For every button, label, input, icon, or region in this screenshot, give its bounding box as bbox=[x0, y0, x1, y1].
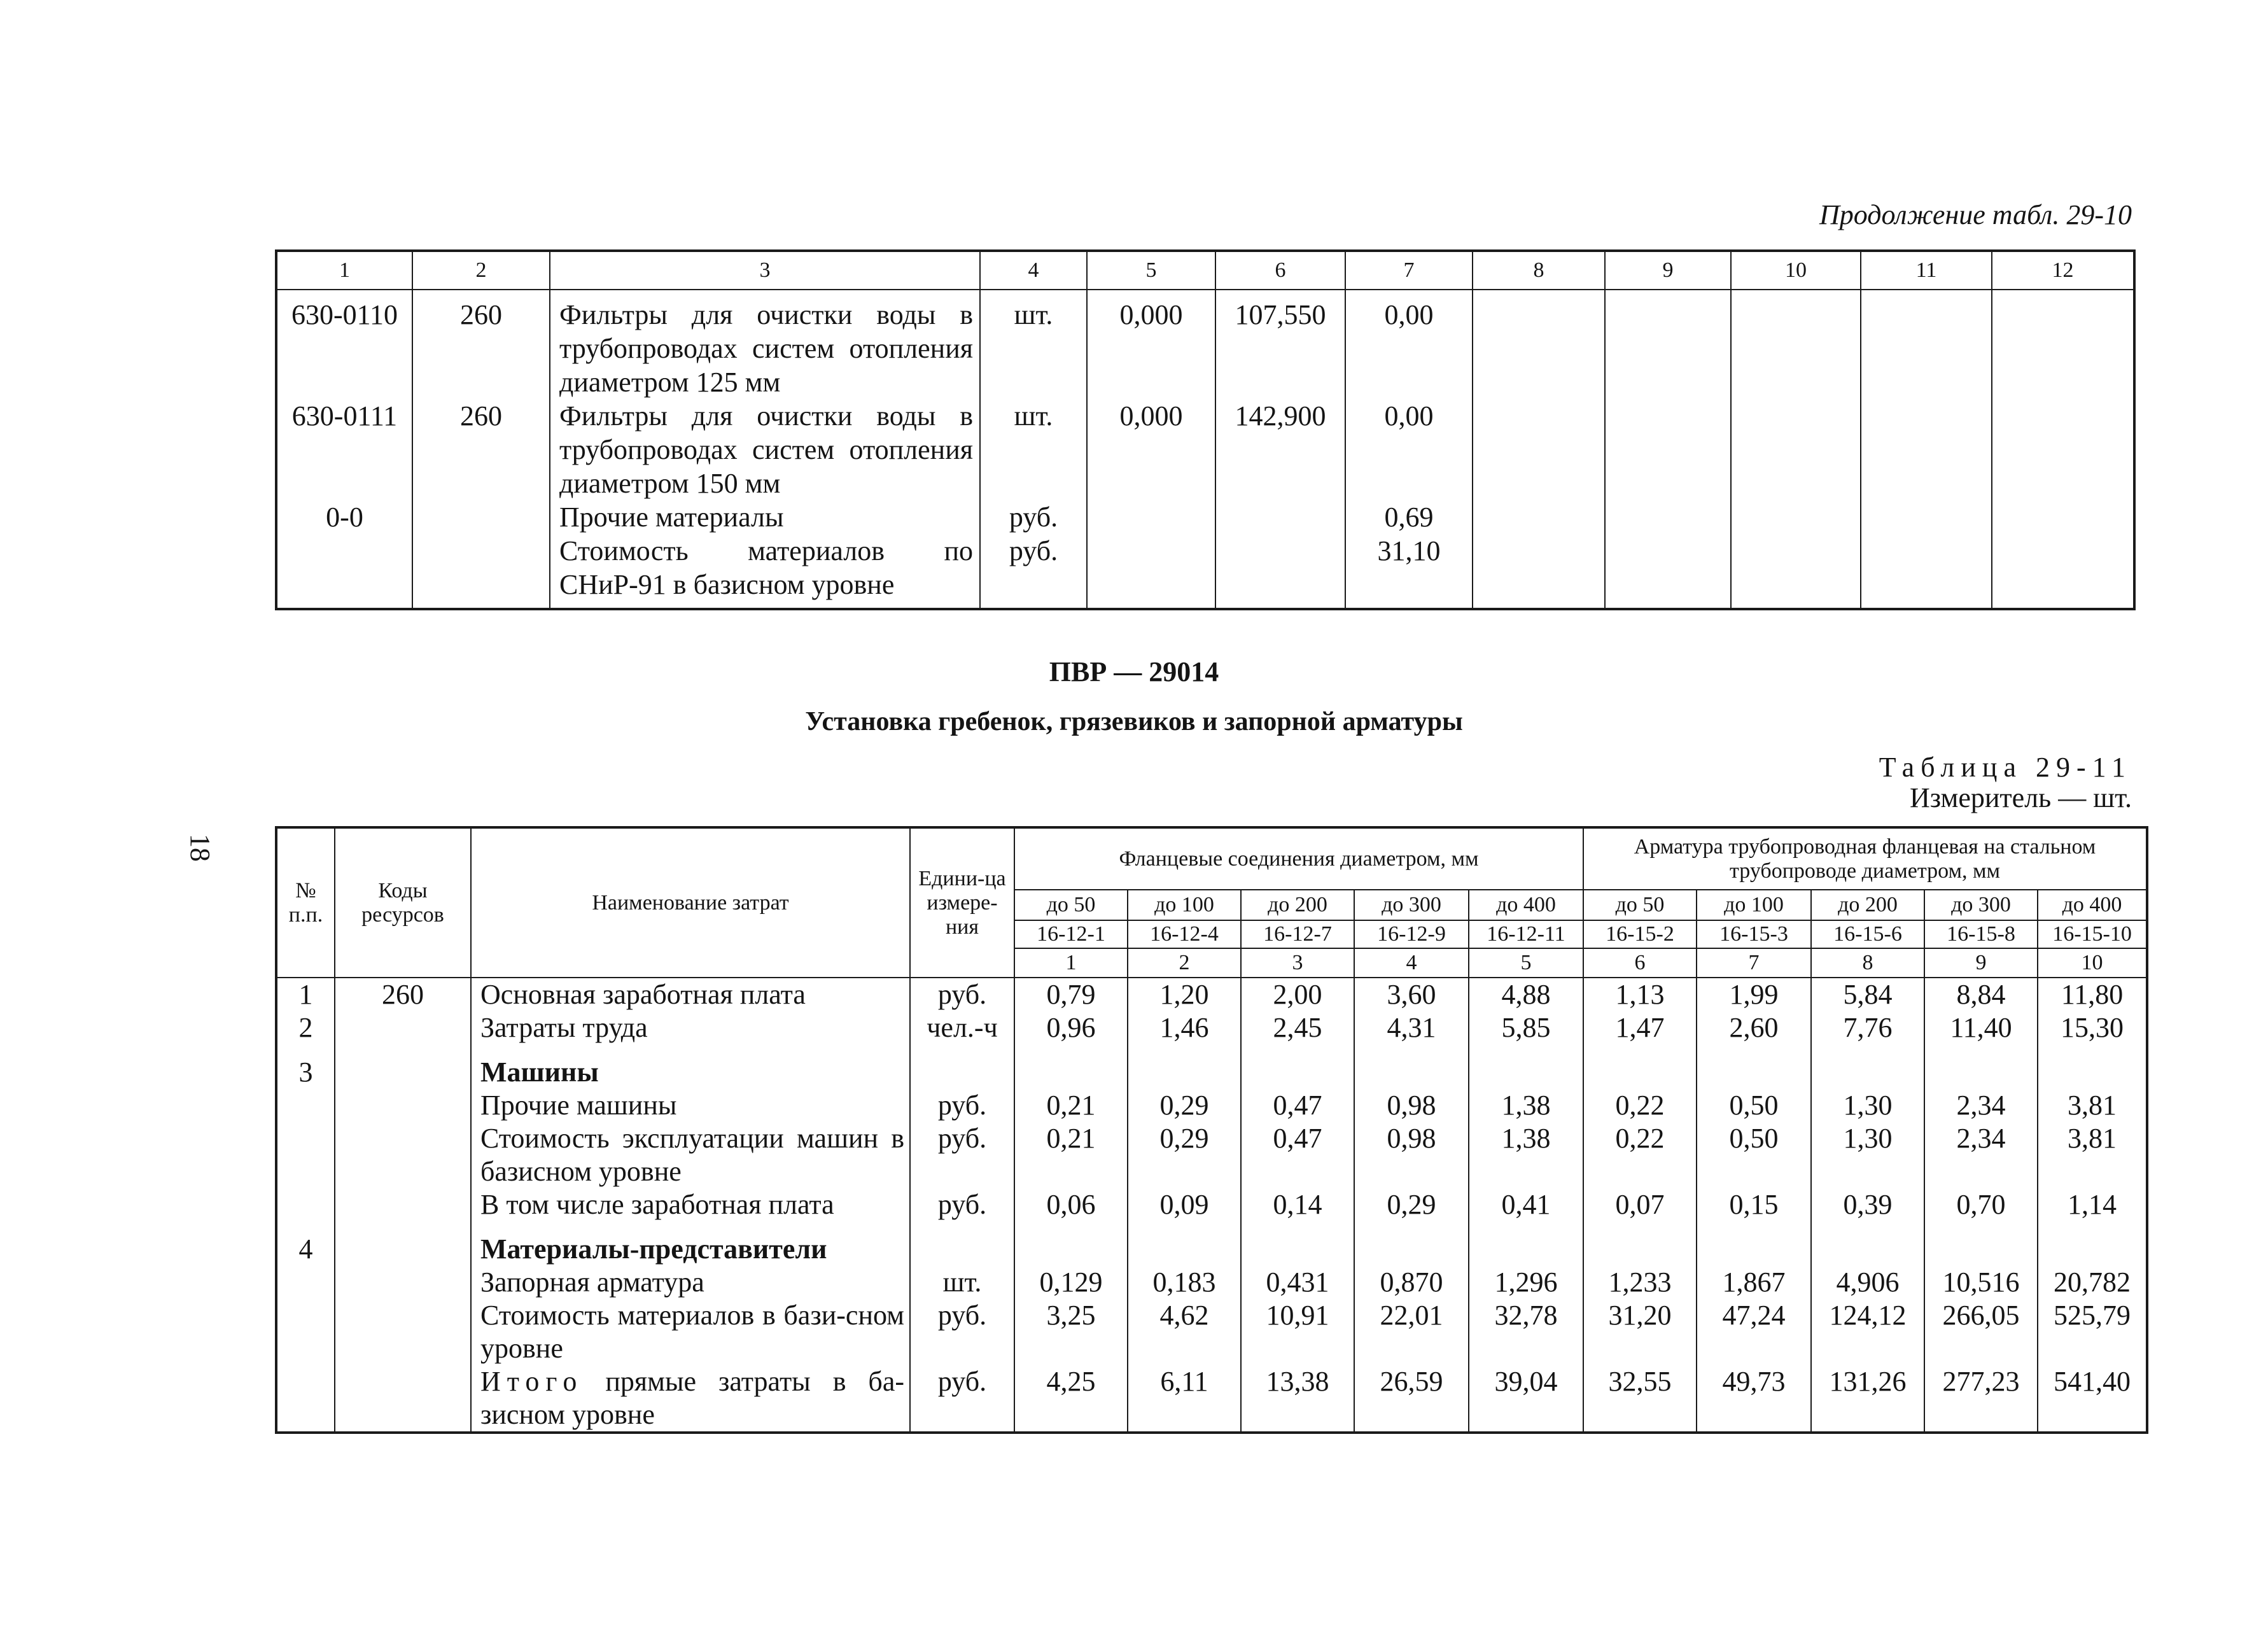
value-cell bbox=[1811, 1221, 1924, 1266]
value-cell: 0,22 bbox=[1583, 1122, 1697, 1188]
section-code: ПВР — 29014 bbox=[1049, 656, 1219, 687]
row-number bbox=[276, 1266, 335, 1299]
value-cell: 0,00 bbox=[1345, 290, 1473, 399]
resource-code bbox=[335, 1188, 471, 1221]
value-cell bbox=[1014, 1221, 1128, 1266]
rate-code: 16-15-3 bbox=[1697, 920, 1811, 948]
column-number: 3 bbox=[1241, 948, 1354, 978]
diameter-label: до 200 bbox=[1241, 890, 1354, 920]
measure-unit: Измеритель — шт. bbox=[1909, 782, 2132, 813]
unit bbox=[910, 1044, 1014, 1089]
empty-cell bbox=[1605, 290, 1731, 399]
row-number bbox=[276, 1122, 335, 1188]
value-cell: 0,07 bbox=[1583, 1188, 1697, 1221]
column-number: 7 bbox=[1697, 948, 1811, 978]
value-cell bbox=[1087, 534, 1215, 609]
table-row bbox=[276, 1299, 2147, 1365]
value-cell: 13,38 bbox=[1241, 1365, 1354, 1433]
value-cell: 5,85 bbox=[1469, 1011, 1583, 1044]
table-label: Таблица 29-11 bbox=[1879, 752, 2132, 783]
empty-cell bbox=[1605, 534, 1731, 609]
value-cell bbox=[1354, 1221, 1469, 1266]
value-cell: 131,26 bbox=[1811, 1365, 1924, 1433]
column-number: 11 bbox=[1861, 251, 1992, 290]
rate-code: 16-15-2 bbox=[1583, 920, 1697, 948]
value-cell bbox=[1697, 1044, 1811, 1089]
unit: чел.-ч bbox=[910, 1011, 1014, 1044]
resource-code bbox=[276, 534, 412, 609]
unit bbox=[910, 1221, 1014, 1266]
value-cell: 0,47 bbox=[1241, 1122, 1354, 1188]
value-cell: 0,870 bbox=[1354, 1266, 1469, 1299]
resource-code bbox=[335, 1122, 471, 1188]
diameter-label: до 100 bbox=[1697, 890, 1811, 920]
column-number: 8 bbox=[1473, 251, 1605, 290]
unit: руб. bbox=[910, 1089, 1014, 1122]
rate-code: 16-15-6 bbox=[1811, 920, 1924, 948]
empty-cell bbox=[1861, 290, 1992, 399]
value-cell: 22,01 bbox=[1354, 1299, 1469, 1365]
rate-code: 16-15-8 bbox=[1924, 920, 2038, 948]
resource-name: Фильтры для очистки воды в трубопроводах систем отопления диаметром 150 мм bbox=[550, 399, 980, 500]
value-cell: 49,73 bbox=[1697, 1365, 1811, 1433]
table-row bbox=[276, 1044, 2147, 1089]
empty-cell bbox=[1473, 500, 1605, 534]
cost-name: Машины bbox=[471, 1044, 910, 1089]
table-row bbox=[276, 1011, 2147, 1044]
value-cell: 11,40 bbox=[1924, 1011, 2038, 1044]
value-cell: 0,98 bbox=[1354, 1089, 1469, 1122]
resource-group bbox=[412, 500, 550, 534]
resource-group: 260 bbox=[412, 290, 550, 399]
value-cell: 4,62 bbox=[1128, 1299, 1241, 1365]
cost-name: Основная заработная плата bbox=[471, 978, 910, 1011]
unit: руб. bbox=[980, 534, 1087, 609]
value-cell: 2,34 bbox=[1924, 1089, 2038, 1122]
value-cell bbox=[1241, 1044, 1354, 1089]
value-cell: 0,98 bbox=[1354, 1122, 1469, 1188]
resource-group: 260 bbox=[412, 399, 550, 500]
value-cell: 10,516 bbox=[1924, 1266, 2038, 1299]
value-cell: 0,14 bbox=[1241, 1188, 1354, 1221]
unit: руб. bbox=[980, 500, 1087, 534]
table-row bbox=[276, 1089, 2147, 1122]
table-row bbox=[276, 399, 2134, 500]
total-prefix: Итого bbox=[480, 1366, 584, 1397]
table-row bbox=[276, 500, 2134, 534]
empty-cell bbox=[1473, 399, 1605, 500]
cost-name bbox=[471, 1365, 910, 1433]
value-cell bbox=[2038, 1221, 2147, 1266]
header-codes: Коды ресурсов bbox=[335, 827, 471, 978]
row-number: 1 bbox=[276, 978, 335, 1011]
total-label: прямые затраты в ба-зисном уровне bbox=[480, 1366, 904, 1430]
value-cell: 107,550 bbox=[1215, 290, 1345, 399]
value-cell: 20,782 bbox=[2038, 1266, 2147, 1299]
value-cell: 0,41 bbox=[1469, 1188, 1583, 1221]
value-cell: 1,47 bbox=[1583, 1011, 1697, 1044]
value-cell: 11,80 bbox=[2038, 978, 2147, 1011]
value-cell: 3,60 bbox=[1354, 978, 1469, 1011]
column-number: 8 bbox=[1811, 948, 1924, 978]
column-number: 3 bbox=[550, 251, 980, 290]
unit: шт. bbox=[980, 399, 1087, 500]
value-cell: 0,39 bbox=[1811, 1188, 1924, 1221]
table-row bbox=[276, 1266, 2147, 1299]
value-cell: 4,88 bbox=[1469, 978, 1583, 1011]
column-number: 9 bbox=[1605, 251, 1731, 290]
value-cell bbox=[1924, 1221, 2038, 1266]
value-cell: 7,76 bbox=[1811, 1011, 1924, 1044]
resource-code bbox=[335, 1089, 471, 1122]
value-cell: 0,50 bbox=[1697, 1089, 1811, 1122]
value-cell: 1,867 bbox=[1697, 1266, 1811, 1299]
value-cell: 0,00 bbox=[1345, 399, 1473, 500]
value-cell: 1,30 bbox=[1811, 1089, 1924, 1122]
table-row bbox=[276, 1365, 2147, 1433]
section-title: Установка гребенок, грязевиков и запорной арматуры bbox=[805, 707, 1463, 736]
resource-code: 630-0110 bbox=[276, 290, 412, 399]
table-29-11 bbox=[275, 826, 2148, 1434]
value-cell: 10,91 bbox=[1241, 1299, 1354, 1365]
empty-cell bbox=[1473, 290, 1605, 399]
value-cell: 0,47 bbox=[1241, 1089, 1354, 1122]
value-cell: 0,21 bbox=[1014, 1089, 1128, 1122]
value-cell: 8,84 bbox=[1924, 978, 2038, 1011]
resource-code bbox=[335, 1266, 471, 1299]
resource-name: Прочие материалы bbox=[550, 500, 980, 534]
value-cell: 1,14 bbox=[2038, 1188, 2147, 1221]
column-number: 10 bbox=[2038, 948, 2147, 978]
cost-name: Запорная арматура bbox=[471, 1266, 910, 1299]
empty-cell bbox=[1731, 399, 1861, 500]
resource-code bbox=[335, 1221, 471, 1266]
value-cell: 266,05 bbox=[1924, 1299, 2038, 1365]
value-cell: 47,24 bbox=[1697, 1299, 1811, 1365]
rate-code: 16-12-7 bbox=[1241, 920, 1354, 948]
header-group-flanges: Фланцевые соединения диаметром, мм bbox=[1014, 827, 1583, 890]
empty-cell bbox=[1861, 534, 1992, 609]
column-number-row bbox=[276, 251, 2134, 290]
value-cell: 0,96 bbox=[1014, 1011, 1128, 1044]
value-cell: 0,69 bbox=[1345, 500, 1473, 534]
header-num: № п.п. bbox=[276, 827, 335, 978]
rate-code: 16-15-10 bbox=[2038, 920, 2147, 948]
value-cell: 0,15 bbox=[1697, 1188, 1811, 1221]
empty-cell bbox=[1605, 500, 1731, 534]
column-number: 10 bbox=[1731, 251, 1861, 290]
column-number: 5 bbox=[1087, 251, 1215, 290]
value-cell: 0,50 bbox=[1697, 1122, 1811, 1188]
table-row bbox=[276, 1221, 2147, 1266]
unit: руб. bbox=[910, 1122, 1014, 1188]
unit: шт. bbox=[910, 1266, 1014, 1299]
resource-code: 630-0111 bbox=[276, 399, 412, 500]
column-number: 6 bbox=[1215, 251, 1345, 290]
value-cell: 1,38 bbox=[1469, 1089, 1583, 1122]
value-cell: 3,81 bbox=[2038, 1122, 2147, 1188]
column-number: 12 bbox=[1992, 251, 2134, 290]
cost-name: Затраты труда bbox=[471, 1011, 910, 1044]
column-number: 4 bbox=[1354, 948, 1469, 978]
diameter-label: до 200 bbox=[1811, 890, 1924, 920]
value-cell: 1,30 bbox=[1811, 1122, 1924, 1188]
empty-cell bbox=[1992, 399, 2134, 500]
row-number bbox=[276, 1299, 335, 1365]
empty-cell bbox=[1731, 500, 1861, 534]
rate-code: 16-12-9 bbox=[1354, 920, 1469, 948]
cost-name: В том числе заработная плата bbox=[471, 1188, 910, 1221]
column-number: 4 bbox=[980, 251, 1087, 290]
empty-cell bbox=[1992, 500, 2134, 534]
empty-cell bbox=[1992, 290, 2134, 399]
value-cell: 15,30 bbox=[2038, 1011, 2147, 1044]
column-number: 1 bbox=[276, 251, 412, 290]
unit: руб. bbox=[910, 1299, 1014, 1365]
value-cell: 0,06 bbox=[1014, 1188, 1128, 1221]
value-cell: 1,296 bbox=[1469, 1266, 1583, 1299]
value-cell: 1,46 bbox=[1128, 1011, 1241, 1044]
value-cell: 4,906 bbox=[1811, 1266, 1924, 1299]
value-cell: 0,70 bbox=[1924, 1188, 2038, 1221]
value-cell: 1,38 bbox=[1469, 1122, 1583, 1188]
column-number: 2 bbox=[412, 251, 550, 290]
header-unit: Едини-ца измере-ния bbox=[910, 827, 1014, 978]
continuation-label: Продолжение табл. 29-10 bbox=[1819, 199, 2132, 230]
value-cell: 0,000 bbox=[1087, 399, 1215, 500]
value-cell bbox=[1215, 500, 1345, 534]
resource-code bbox=[335, 1011, 471, 1044]
empty-cell bbox=[1861, 500, 1992, 534]
empty-cell bbox=[1731, 290, 1861, 399]
value-cell: 1,20 bbox=[1128, 978, 1241, 1011]
rate-code: 16-12-1 bbox=[1014, 920, 1128, 948]
table-body bbox=[276, 978, 2147, 1433]
cost-name: Прочие машины bbox=[471, 1089, 910, 1122]
diameter-label: до 300 bbox=[1924, 890, 2038, 920]
row-number: 4 bbox=[276, 1221, 335, 1266]
column-number: 1 bbox=[1014, 948, 1128, 978]
table-row bbox=[276, 534, 2134, 609]
resource-code: 0-0 bbox=[276, 500, 412, 534]
value-cell: 1,233 bbox=[1583, 1266, 1697, 1299]
empty-cell bbox=[1992, 534, 2134, 609]
value-cell: 142,900 bbox=[1215, 399, 1345, 500]
value-cell: 2,34 bbox=[1924, 1122, 2038, 1188]
resource-group bbox=[412, 534, 550, 609]
value-cell: 124,12 bbox=[1811, 1299, 1924, 1365]
row-number bbox=[276, 1365, 335, 1433]
value-cell bbox=[2038, 1044, 2147, 1089]
value-cell bbox=[1354, 1044, 1469, 1089]
value-cell: 26,59 bbox=[1354, 1365, 1469, 1433]
resource-code: 260 bbox=[335, 978, 471, 1011]
value-cell: 1,13 bbox=[1583, 978, 1697, 1011]
rate-code: 16-12-4 bbox=[1128, 920, 1241, 948]
header-row bbox=[276, 827, 2147, 890]
value-cell: 0,09 bbox=[1128, 1188, 1241, 1221]
value-cell: 39,04 bbox=[1469, 1365, 1583, 1433]
row-number bbox=[276, 1188, 335, 1221]
value-cell bbox=[1924, 1044, 2038, 1089]
resource-name: Фильтры для очистки воды в трубопроводах систем отопления диаметром 125 мм bbox=[550, 290, 980, 399]
value-cell: 2,00 bbox=[1241, 978, 1354, 1011]
column-number: 7 bbox=[1345, 251, 1473, 290]
value-cell bbox=[1469, 1044, 1583, 1089]
diameter-label: до 300 bbox=[1354, 890, 1469, 920]
resource-code bbox=[335, 1044, 471, 1089]
value-cell: 3,81 bbox=[2038, 1089, 2147, 1122]
value-cell: 525,79 bbox=[2038, 1299, 2147, 1365]
value-cell: 4,25 bbox=[1014, 1365, 1128, 1433]
value-cell: 0,29 bbox=[1128, 1122, 1241, 1188]
cost-name: Стоимость материалов в бази-сном уровне bbox=[471, 1299, 910, 1365]
column-number: 2 bbox=[1128, 948, 1241, 978]
empty-cell bbox=[1731, 534, 1861, 609]
diameter-label: до 400 bbox=[2038, 890, 2147, 920]
value-cell: 32,55 bbox=[1583, 1365, 1697, 1433]
value-cell: 0,29 bbox=[1128, 1089, 1241, 1122]
value-cell: 32,78 bbox=[1469, 1299, 1583, 1365]
resource-code bbox=[335, 1365, 471, 1433]
value-cell bbox=[1215, 534, 1345, 609]
empty-cell bbox=[1473, 534, 1605, 609]
value-cell: 1,99 bbox=[1697, 978, 1811, 1011]
cost-name: Материалы-представители bbox=[471, 1221, 910, 1266]
value-cell bbox=[1583, 1221, 1697, 1266]
value-cell: 4,31 bbox=[1354, 1011, 1469, 1044]
rate-code: 16-12-11 bbox=[1469, 920, 1583, 948]
empty-cell bbox=[1861, 399, 1992, 500]
column-number: 5 bbox=[1469, 948, 1583, 978]
row-number: 2 bbox=[276, 1011, 335, 1044]
table-row bbox=[276, 1188, 2147, 1221]
unit: руб. bbox=[910, 1365, 1014, 1433]
value-cell bbox=[1241, 1221, 1354, 1266]
resource-name: Стоимость материалов по СНиР-91 в базисном уровне bbox=[550, 534, 980, 609]
value-cell: 6,11 bbox=[1128, 1365, 1241, 1433]
value-cell bbox=[1087, 500, 1215, 534]
value-cell bbox=[1469, 1221, 1583, 1266]
value-cell bbox=[1014, 1044, 1128, 1089]
row-number: 3 bbox=[276, 1044, 335, 1089]
unit: шт. bbox=[980, 290, 1087, 399]
value-cell: 0,29 bbox=[1354, 1188, 1469, 1221]
row-number bbox=[276, 1089, 335, 1122]
diameter-label: до 100 bbox=[1128, 890, 1241, 920]
value-cell: 31,10 bbox=[1345, 534, 1473, 609]
value-cell: 0,79 bbox=[1014, 978, 1128, 1011]
value-cell: 3,25 bbox=[1014, 1299, 1128, 1365]
value-cell: 0,000 bbox=[1087, 290, 1215, 399]
diameter-label: до 50 bbox=[1583, 890, 1697, 920]
column-number: 9 bbox=[1924, 948, 2038, 978]
value-cell: 31,20 bbox=[1583, 1299, 1697, 1365]
unit: руб. bbox=[910, 978, 1014, 1011]
value-cell: 5,84 bbox=[1811, 978, 1924, 1011]
value-cell: 2,45 bbox=[1241, 1011, 1354, 1044]
value-cell: 541,40 bbox=[2038, 1365, 2147, 1433]
diameter-label: до 50 bbox=[1014, 890, 1128, 920]
header-name: Наименование затрат bbox=[471, 827, 910, 978]
value-cell: 0,22 bbox=[1583, 1089, 1697, 1122]
value-cell bbox=[1697, 1221, 1811, 1266]
value-cell: 0,183 bbox=[1128, 1266, 1241, 1299]
table-29-10-continuation bbox=[275, 249, 2136, 610]
value-cell: 0,431 bbox=[1241, 1266, 1354, 1299]
value-cell: 277,23 bbox=[1924, 1365, 2038, 1433]
unit: руб. bbox=[910, 1188, 1014, 1221]
value-cell bbox=[1128, 1044, 1241, 1089]
table-row bbox=[276, 978, 2147, 1011]
cost-name: Стоимость эксплуатации машин в базисном уровне bbox=[471, 1122, 910, 1188]
header-group-valves: Арматура трубопроводная фланцевая на стальном трубопроводе диаметром, мм bbox=[1583, 827, 2147, 890]
value-cell: 0,129 bbox=[1014, 1266, 1128, 1299]
resource-code bbox=[335, 1299, 471, 1365]
value-cell bbox=[1811, 1044, 1924, 1089]
value-cell bbox=[1128, 1221, 1241, 1266]
diameter-label: до 400 bbox=[1469, 890, 1583, 920]
value-cell: 0,21 bbox=[1014, 1122, 1128, 1188]
value-cell bbox=[1583, 1044, 1697, 1089]
page-number: 18 bbox=[185, 834, 216, 862]
table-row bbox=[276, 290, 2134, 399]
table-row bbox=[276, 1122, 2147, 1188]
value-cell: 2,60 bbox=[1697, 1011, 1811, 1044]
column-number: 6 bbox=[1583, 948, 1697, 978]
empty-cell bbox=[1605, 399, 1731, 500]
